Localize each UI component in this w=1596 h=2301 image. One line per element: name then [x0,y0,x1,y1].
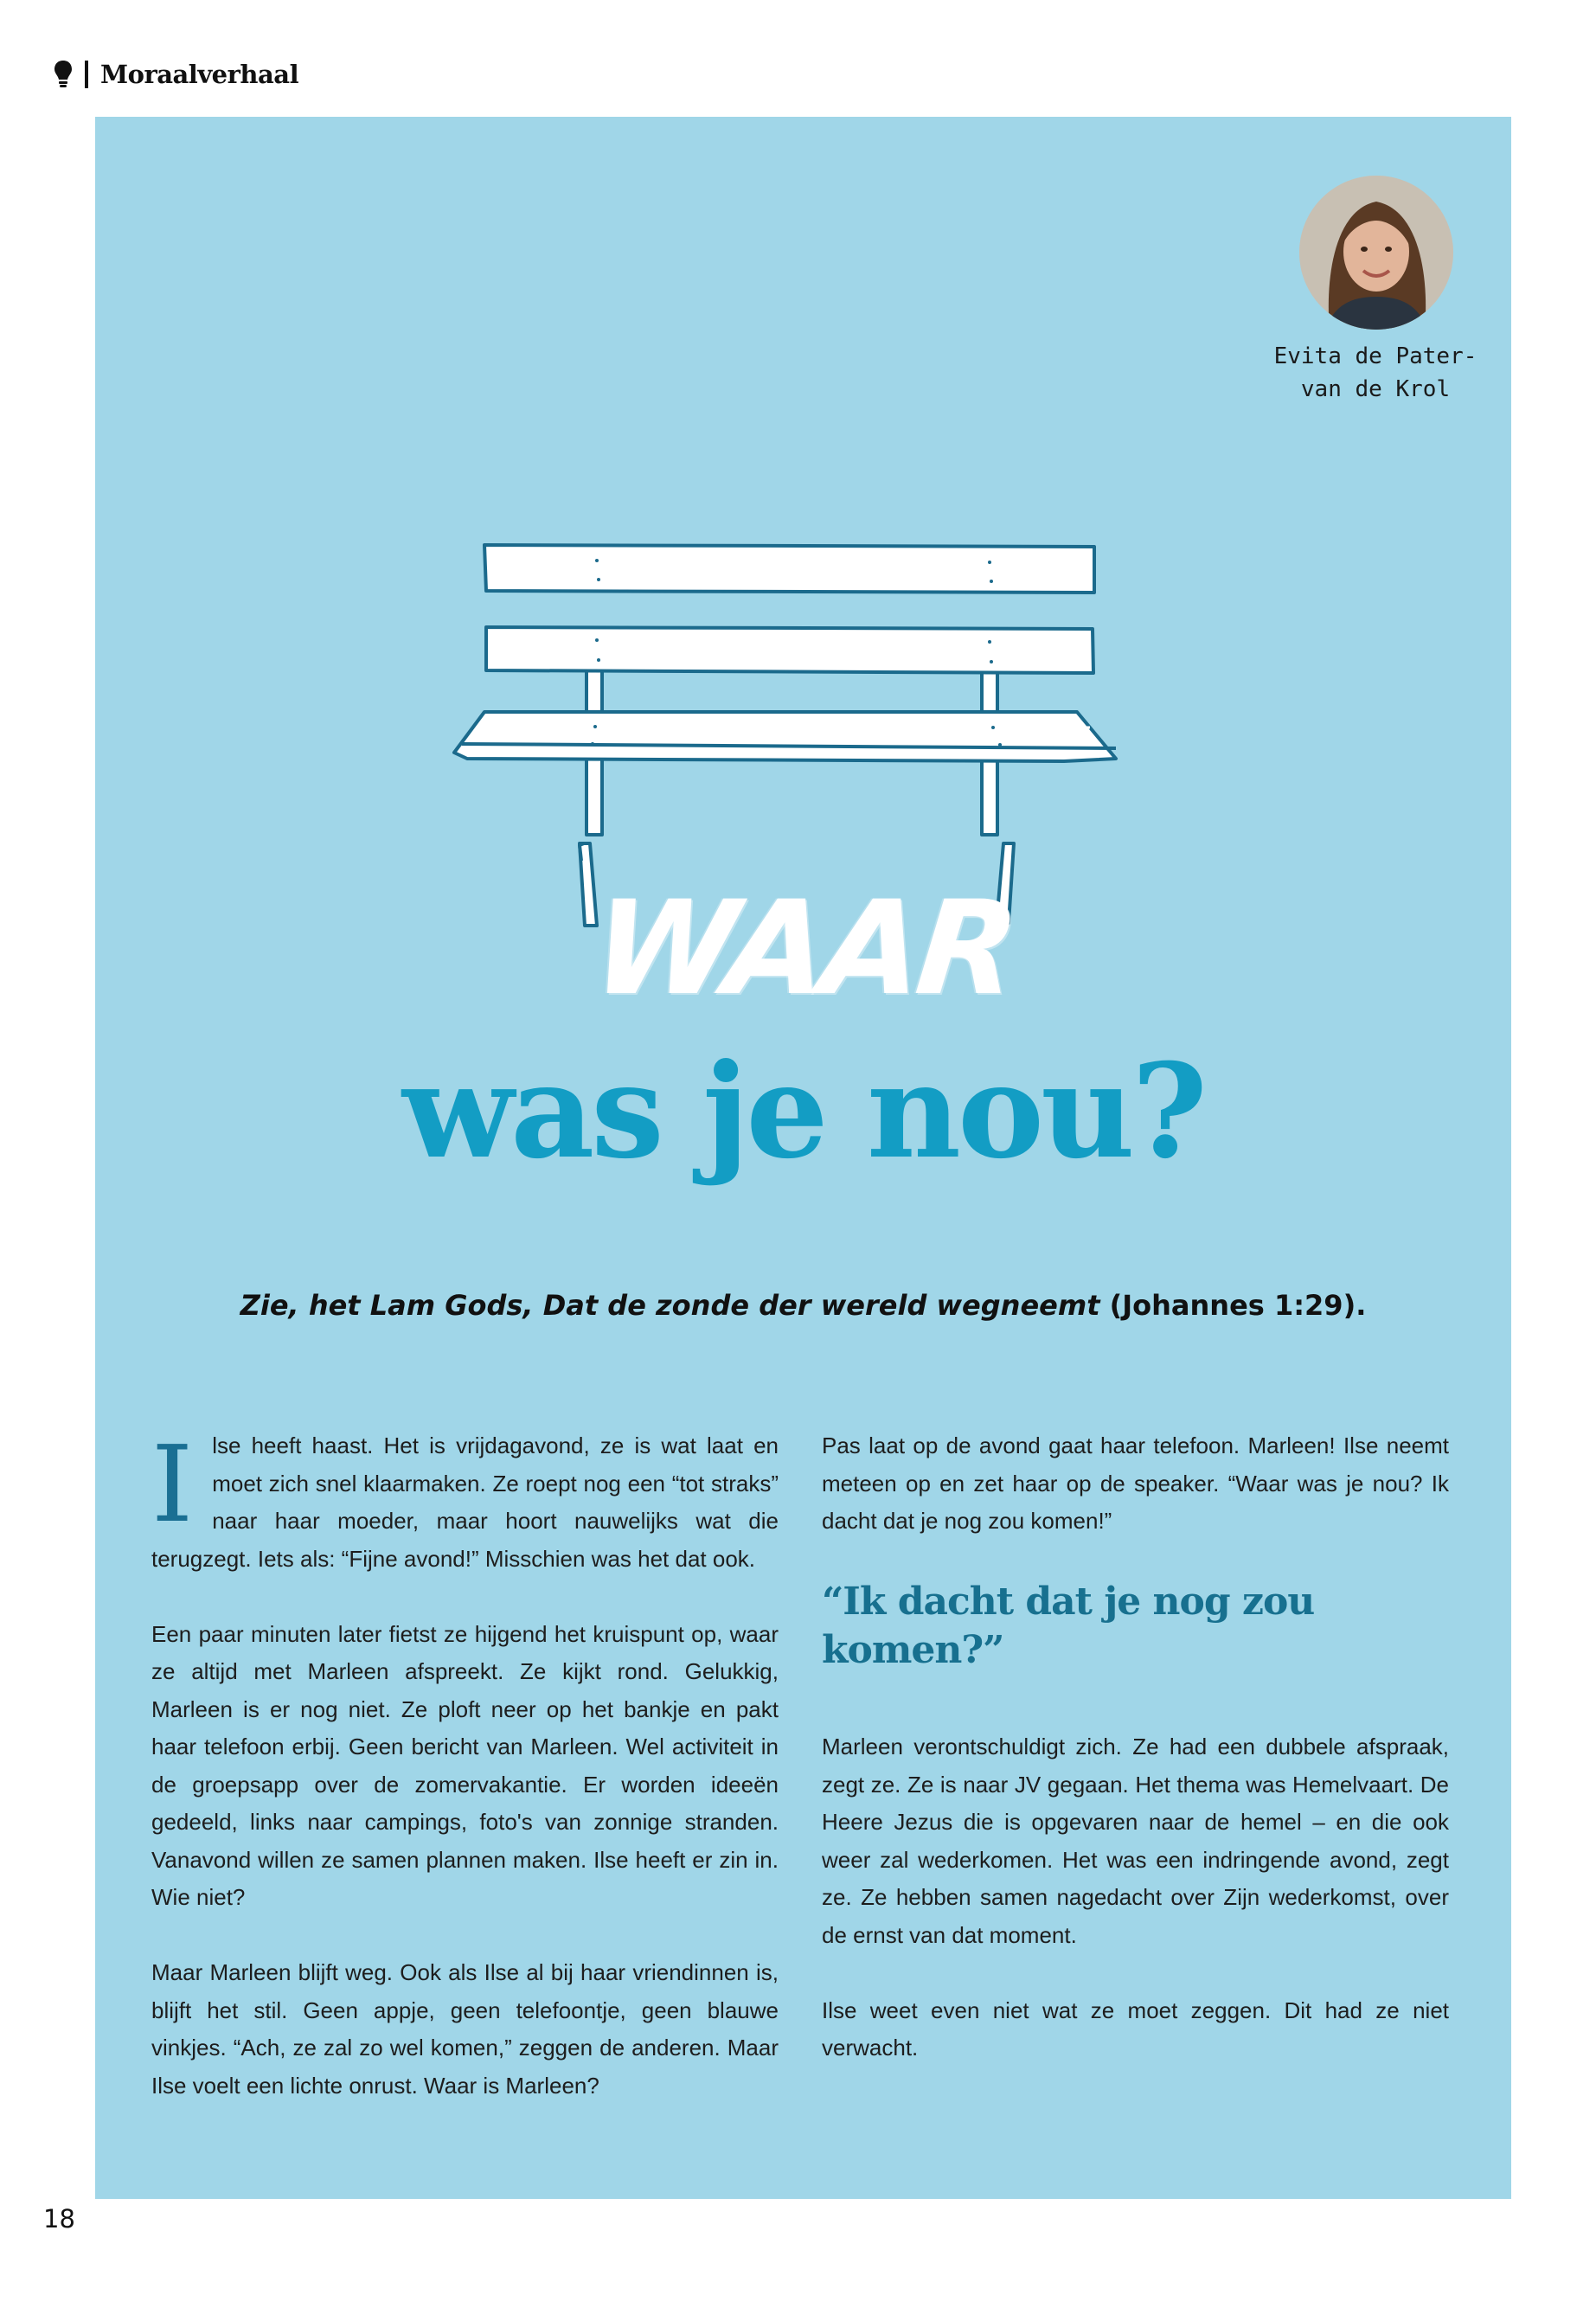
section-label: Moraalverhaal [100,60,299,89]
article-panel [95,117,1511,2199]
pull-quote: “Ik dacht dat je nog zou komen?” [822,1580,1315,1672]
author-name-line2: van de Krol [1300,376,1451,402]
author-name [1228,340,1522,406]
header-divider [85,61,88,88]
bible-quote-reference: (Johannes 1:29). [1099,1289,1367,1322]
paragraph-3: Maar Marleen blijft weg. Ook als Ilse al bij haar vriendinnen is, blijft het stil. Geen appje, geen telefoontje, geen blauwe vinkjes. “Ach, ze zal zo wel komen,” zeggen de anderen. Maar Ilse voelt een lichte onrust. Waar is Marleen? [151,1959,779,2099]
page-number: 18 [43,2204,75,2234]
paragraph-5: Marleen verontschuldigt zich. Ze had een dubbele afspraak, zegt ze. Ze is naar JV gegaan. Het thema was Hemelvaart. De Heere Jezus die is opgevaren naar de hemel – en die ook weer zal wederkomen. Het was een indringende avond, zegt ze. Ze hebben samen nagedacht over Zijn wederkomst, over de ernst van dat moment. [822,1734,1449,1948]
paragraph-1 [151,1423,779,1578]
paragraph-6: Ilse weet even niet wat ze moet zeggen. Dit had ze niet verwacht. [822,1997,1449,2061]
article-title: was je nou? [402,1035,1204,1188]
right-column [822,1427,1449,2105]
paragraph-2: Een paar minuten later fietst ze hijgend het kruispunt op, waar ze altijd met Marleen afspreekt. Ze kijkt rond. Gelukkig, Marleen is er nog niet. Ze ploft neer op het bankje en pakt haar telefoon erbij. Geen bericht van Marleen. Wel activiteit in de groepsapp over de zomervakantie. Er worden ideeën gedeeld, links naar campings, foto's van zonnige stranden. Vanavond willen ze samen plannen maken. Ilse heeft er zin in. Wie niet? [151,1620,779,1910]
page-header [54,57,298,92]
left-column [151,1423,779,2143]
drop-cap: I [151,1423,194,1546]
bible-quote [95,1289,1511,1322]
bible-quote-text: Zie, het Lam Gods, Dat de zonde der wereld wegneemt [240,1289,1100,1322]
author-name-line1: Evita de Pater- [1273,343,1477,369]
paragraph-1-text: lse heeft haast. Het is vrijdagavond, ze is wat laat en moet zich snel klaarmaken. Ze roept nog een “tot straks” naar haar moeder, maar hoort nauwelijks wat die terugzegt. Iets als: “Fijne avond!” Misschien was het dat ook. [151,1433,779,1572]
author-portrait [1299,176,1453,330]
author-photo [1299,176,1453,330]
lightbulb-icon [54,60,73,89]
title-brush-word: WAAR [586,874,1021,1024]
paragraph-4: Pas laat op de avond gaat haar telefoon. Marleen! Ilse neemt meteen op en zet haar op de speaker. “Waar was je nou? Ik dacht dat je nog zou komen!” [822,1433,1449,1534]
